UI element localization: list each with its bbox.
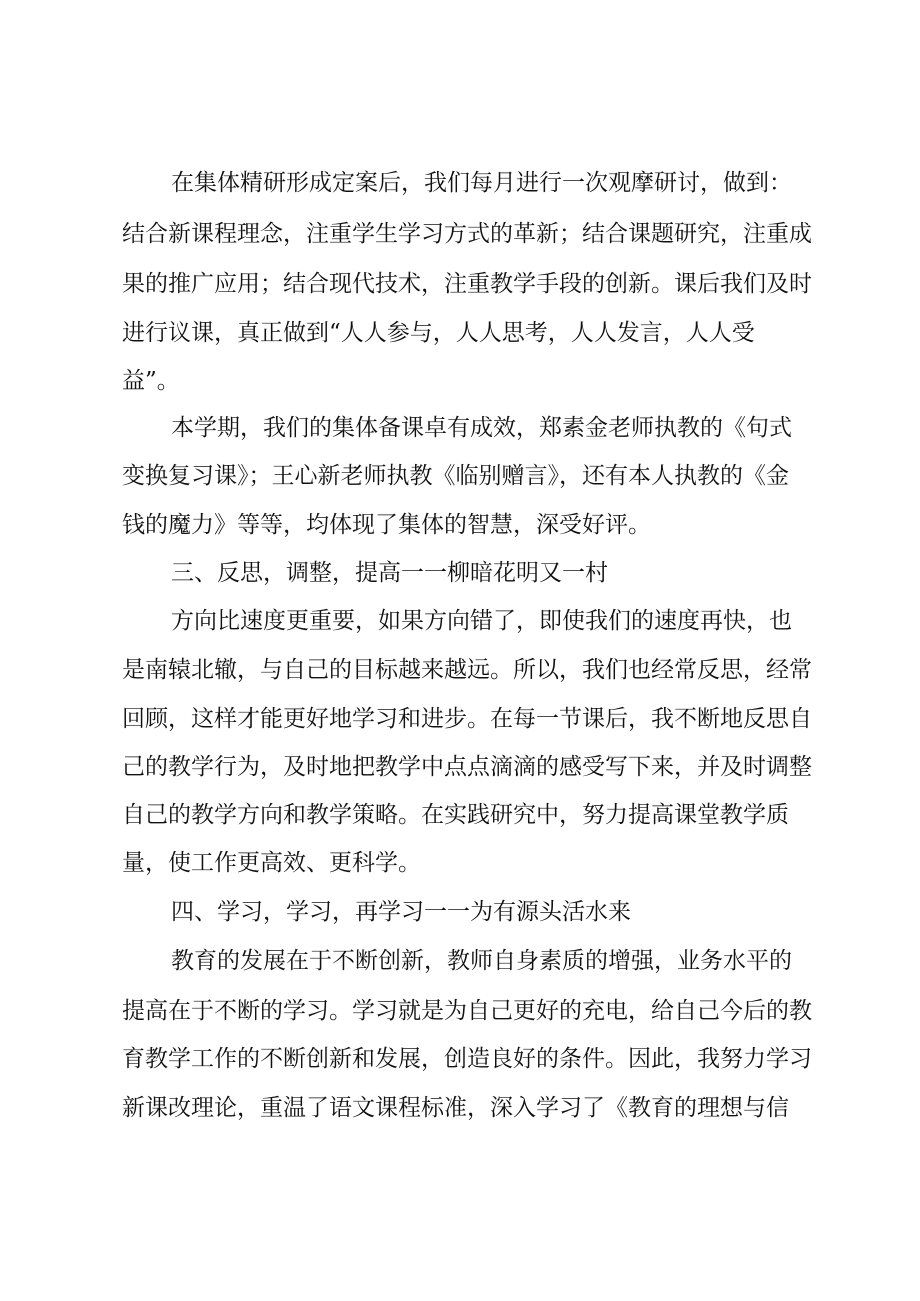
paragraph-2-line-1: 本学期，我们的集体备课卓有成效，郑素金老师执教的《句式	[171, 415, 792, 441]
paragraph-3-line-5: 自己的教学方向和教学策略。在实践研究中，努力提高课堂教学质	[122, 802, 789, 828]
paragraph-4-line-3: 育教学工作的不断创新和发展，创造良好的条件。因此，我努力学习	[122, 1046, 812, 1072]
paragraph-2-line-2: 变换复习课》；王心新老师执教《临别赠言》，还有本人执教的《金	[122, 463, 789, 489]
paragraph-3-line-3: 回顾，这样才能更好地学习和进步。在每一节课后，我不断地反思自	[122, 706, 812, 732]
section-heading-4: 四、学习，学习，再学习一一为有源头活水来	[171, 899, 631, 925]
paragraph-1-line-1: 在集体精研形成定案后，我们每月进行一次观摩研讨，做到：	[171, 170, 792, 196]
paragraph-3-line-1: 方向比速度更重要，如果方向错了，即使我们的速度再快，也	[171, 608, 792, 634]
paragraph-1-line-5: 益”。	[122, 368, 180, 394]
paragraph-1-line-4: 进行议课，真正做到“人人参与，人人思考，人人发言，人人受	[122, 320, 755, 346]
paragraph-3-line-2: 是南辕北辙，与自己的目标越来越远。所以，我们也经常反思，经常	[122, 657, 812, 683]
paragraph-4-line-2: 提高在于不断的学习。学习就是为自己更好的充电，给自己今后的教	[122, 998, 812, 1024]
paragraph-3-line-6: 量，使工作更高效、更科学。	[122, 850, 421, 876]
paragraph-1-line-2: 结合新课程理念，注重学生学习方式的革新；结合课题研究，注重成	[122, 221, 812, 247]
paragraph-2-line-3: 钱的魔力》等等，均体现了集体的智慧，深受好评。	[122, 512, 651, 538]
paragraph-3-line-4: 己的教学行为，及时地把教学中点点滴滴的感受写下来，并及时调整	[122, 754, 812, 780]
paragraph-4-line-1: 教育的发展在于不断创新，教师自身素质的增强，业务水平的	[171, 948, 792, 974]
paragraph-4-line-4: 新课改理论，重温了语文课程标准，深入学习了《教育的理想与信	[122, 1095, 789, 1121]
section-heading-3: 三、反思，调整，提高一一柳暗花明又一村	[171, 560, 608, 586]
paragraph-1-line-3: 果的推广应用；结合现代技术，注重教学手段的创新。课后我们及时	[122, 271, 812, 297]
